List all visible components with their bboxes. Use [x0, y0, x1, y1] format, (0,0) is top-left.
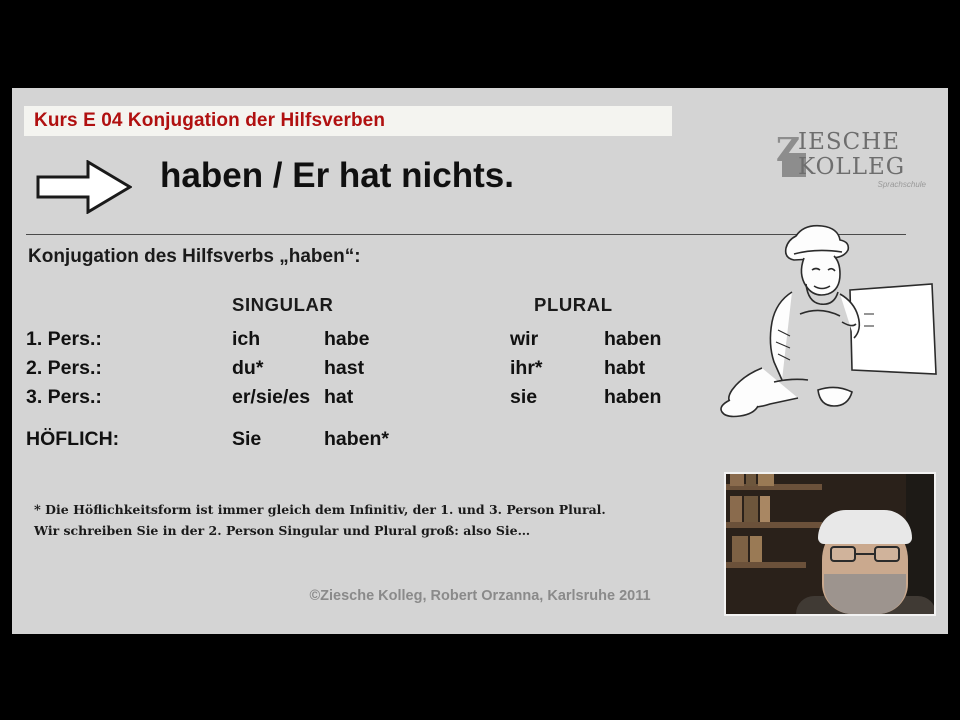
row-person-label: 2. Pers.:	[26, 357, 102, 379]
plural-form: haben	[604, 328, 662, 350]
column-header-plural: PLURAL	[534, 294, 613, 315]
plural-form: haben	[604, 386, 662, 408]
singular-pronoun: ich	[232, 328, 261, 350]
singular-pronoun: er/sie/es	[232, 386, 311, 408]
polite-form: haben*	[324, 428, 390, 450]
footnote-marker: *	[34, 503, 41, 518]
table-row	[26, 328, 726, 357]
webcam-video-inset[interactable]	[724, 472, 936, 616]
webcam-subject-hair	[818, 510, 912, 544]
logo-tagline: Sprachschule	[877, 180, 926, 189]
singular-form: hat	[324, 386, 354, 408]
plural-pronoun: sie	[510, 386, 538, 408]
course-title-strip	[24, 106, 672, 136]
singular-form: habe	[324, 328, 370, 350]
footnote-text-1: Die Höflichkeitsform ist immer gleich dem Infinitiv, der 1. und 3. Person Plural.	[45, 502, 606, 517]
right-arrow-icon	[36, 160, 132, 214]
polite-label: HÖFLICH:	[26, 428, 120, 450]
plural-pronoun: wir	[510, 328, 539, 350]
singular-pronoun: du*	[232, 357, 264, 379]
plural-form: habt	[604, 357, 646, 379]
plural-pronoun: ihr*	[510, 357, 543, 379]
logo-wordmark	[798, 130, 905, 180]
polite-pronoun: Sie	[232, 428, 262, 450]
table-row	[26, 386, 726, 415]
headword: haben / Er hat nichts.	[160, 156, 514, 195]
footnote-line-1	[34, 500, 654, 521]
logo-name-line-2: KOLLEG	[798, 154, 906, 180]
footnote-line-2: Wir schreiben Sie in der 2. Person Singular und Plural groß: also Sie…	[34, 523, 531, 538]
column-header-singular: SINGULAR	[232, 294, 334, 315]
course-title: Kurs E 04 Konjugation der Hilfsverben	[34, 110, 386, 131]
subtitle: Konjugation des Hilfsverbs „haben“:	[28, 246, 361, 267]
copyright-notice: ©Ziesche Kolleg, Robert Orzanna, Karlsruhe 2011	[309, 588, 651, 604]
footnote	[34, 500, 654, 541]
webcam-subject-beard	[824, 574, 906, 614]
polite-form-row	[26, 428, 726, 458]
seated-man-with-board-illustration	[700, 218, 940, 428]
row-person-label: 3. Pers.:	[26, 386, 102, 408]
logo-initial: Z	[776, 130, 801, 169]
singular-form: hast	[324, 357, 365, 379]
conjugation-table	[26, 294, 726, 415]
glasses-icon	[830, 546, 900, 562]
logo-name-line-1: IESCHE	[798, 129, 901, 155]
school-logo	[776, 126, 926, 192]
table-header-row	[26, 294, 726, 328]
slide-canvas	[12, 88, 948, 634]
table-row	[26, 357, 726, 386]
row-person-label: 1. Pers.:	[26, 328, 102, 350]
